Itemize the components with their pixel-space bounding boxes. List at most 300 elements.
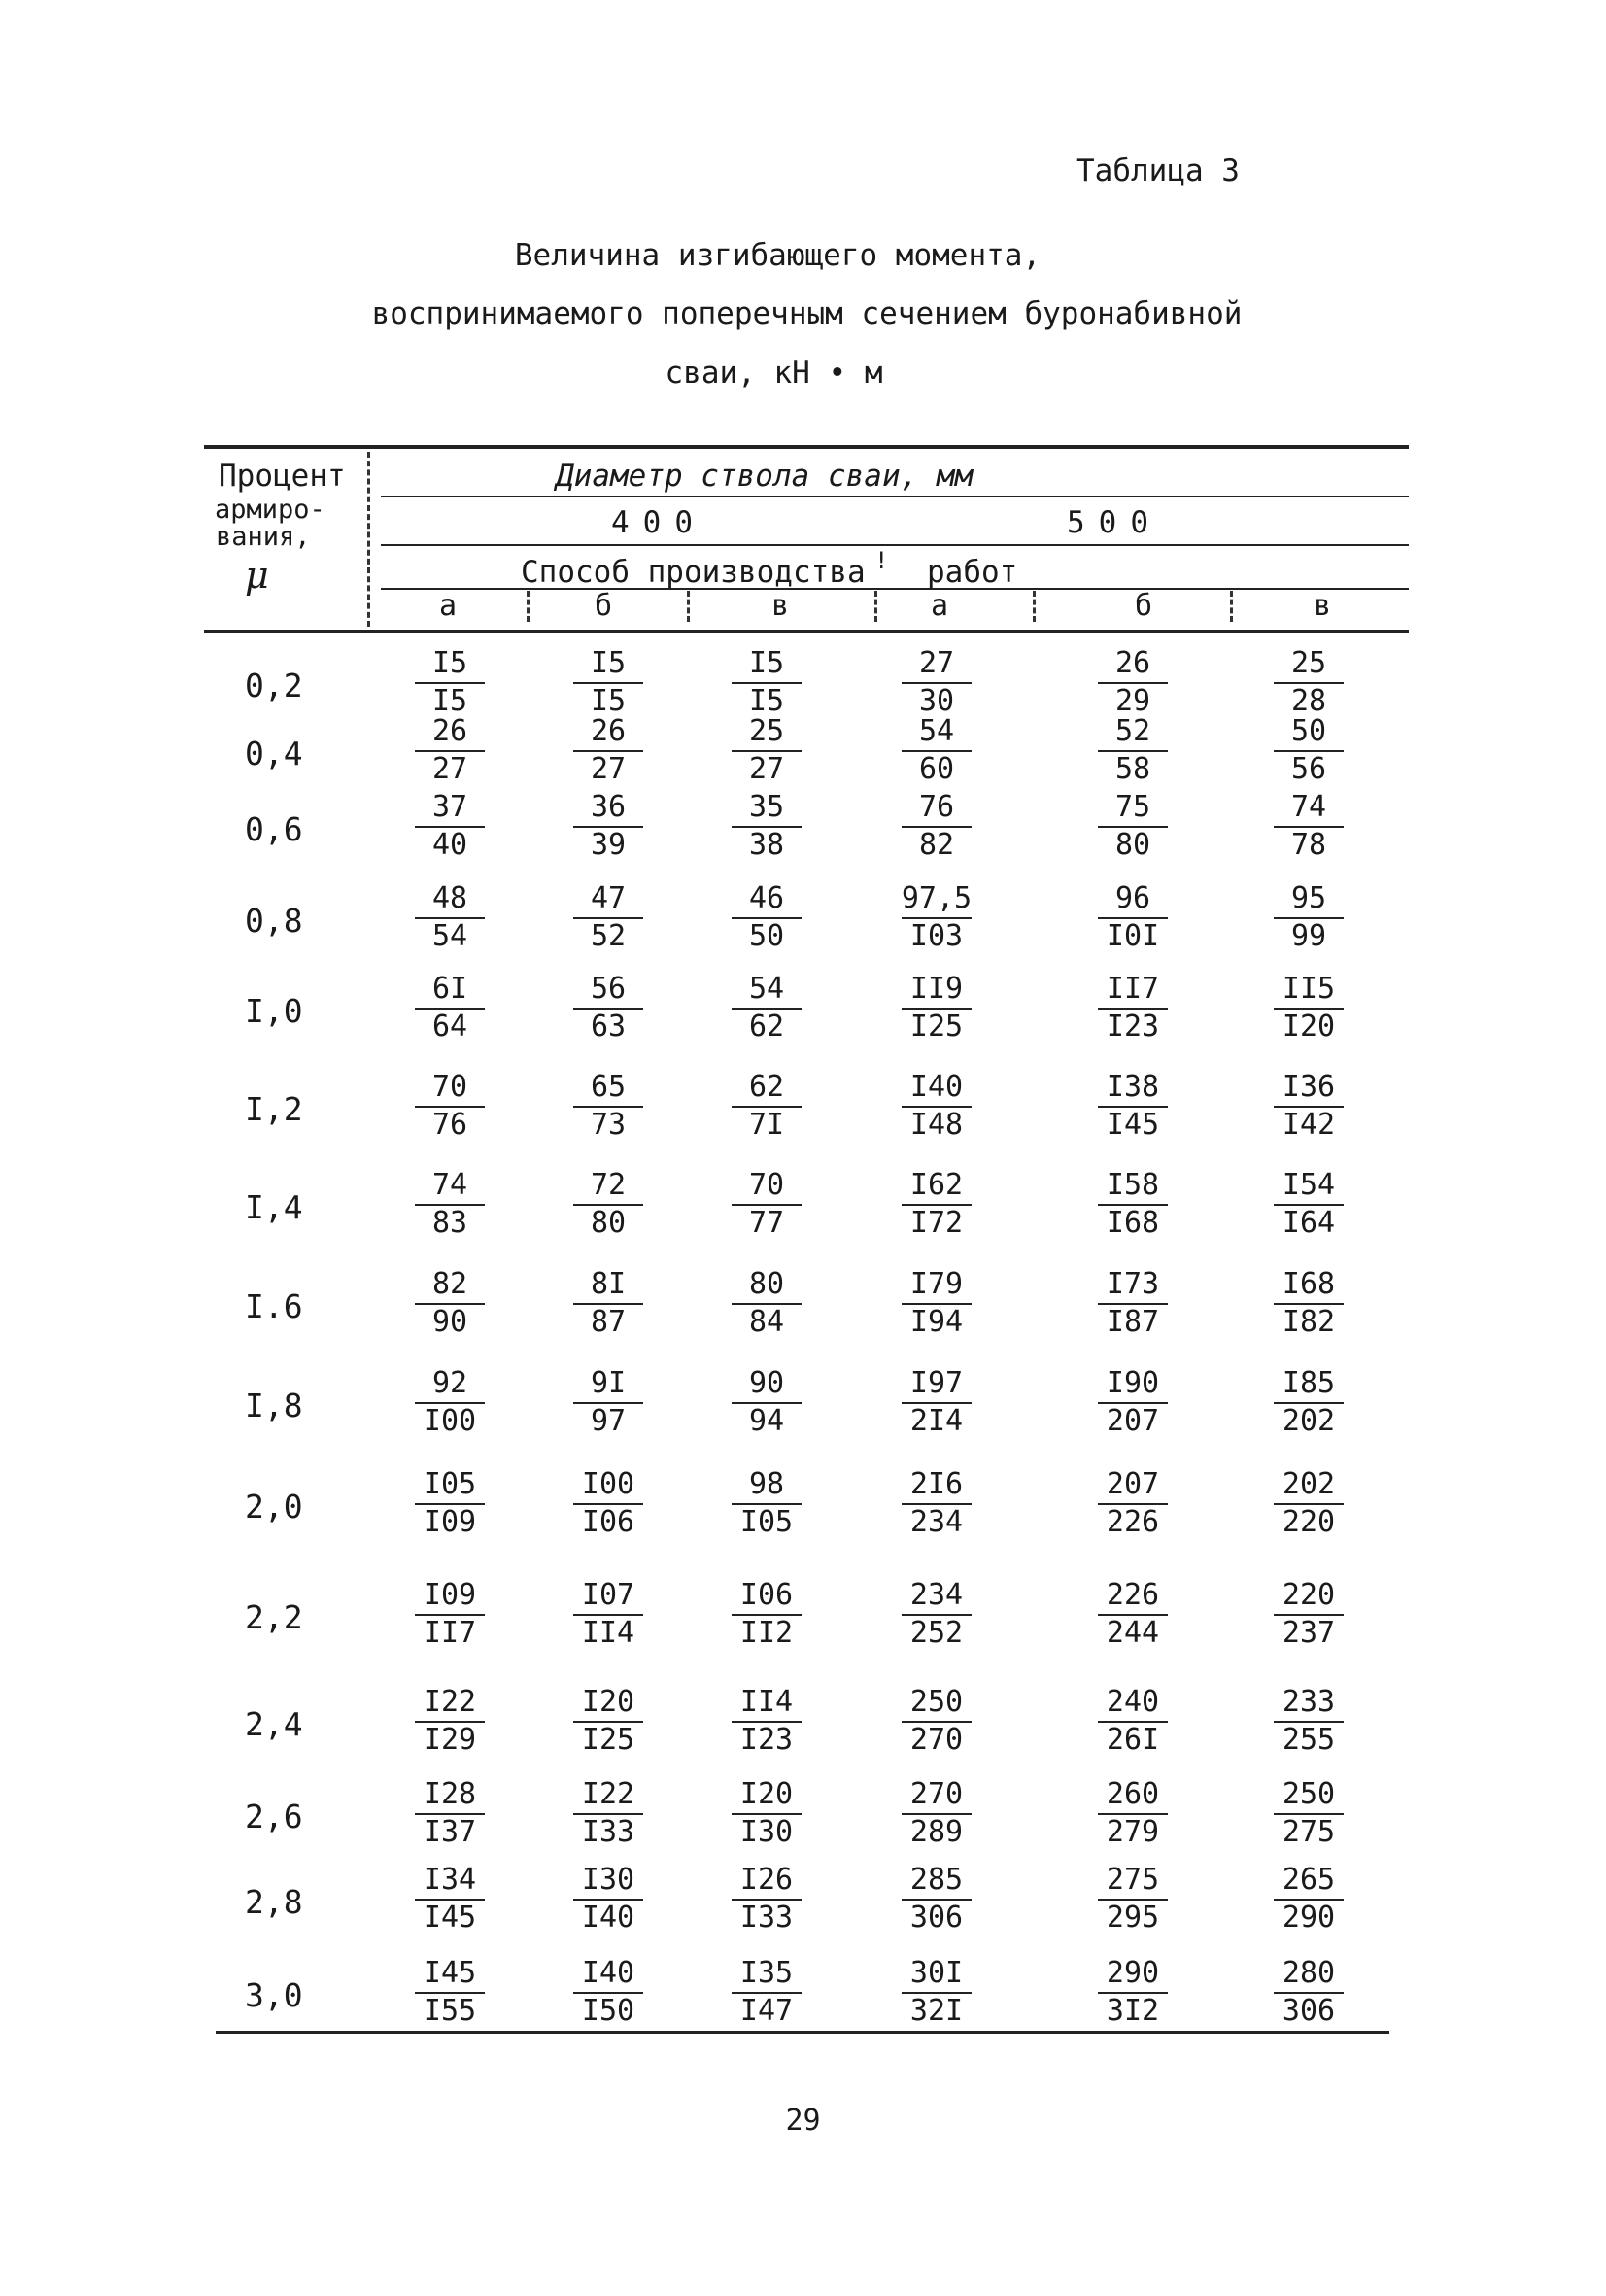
row-label: 2,6 bbox=[245, 1798, 303, 1835]
cell-numerator: 2I6 bbox=[909, 1467, 964, 1501]
table-cell bbox=[699, 646, 835, 718]
cell-numerator: 9I bbox=[590, 1366, 627, 1400]
cell-numerator: II9 bbox=[909, 972, 964, 1006]
cell-denominator: 56 bbox=[1290, 752, 1327, 786]
cell-denominator: II4 bbox=[581, 1616, 635, 1650]
cell-numerator: 233 bbox=[1281, 1685, 1336, 1719]
cell-denominator: 73 bbox=[590, 1108, 627, 1142]
table-cell bbox=[1241, 1863, 1377, 1935]
table-title-line-2: воспринимаемого поперечным сечением буронабивной bbox=[371, 296, 1243, 331]
cell-numerator: 37 bbox=[431, 790, 468, 824]
table-cell bbox=[869, 1267, 1005, 1339]
sub-divider-5 bbox=[1230, 591, 1233, 622]
table-cell bbox=[699, 1578, 835, 1650]
row-label: 0,2 bbox=[245, 667, 303, 704]
table-cell bbox=[869, 1168, 1005, 1240]
table-cell bbox=[699, 1467, 835, 1539]
cell-numerator: I07 bbox=[581, 1578, 635, 1612]
table-cell bbox=[382, 1467, 518, 1539]
cell-denominator: 244 bbox=[1106, 1616, 1160, 1650]
row-label: 2,0 bbox=[245, 1488, 303, 1525]
cell-numerator: 98 bbox=[748, 1467, 785, 1501]
cell-denominator: 78 bbox=[1290, 828, 1327, 862]
table-cell bbox=[1065, 790, 1201, 862]
cell-numerator: 74 bbox=[1290, 790, 1327, 824]
cell-denominator: I50 bbox=[581, 1994, 635, 2028]
cell-denominator: 58 bbox=[1114, 752, 1151, 786]
cell-denominator: 234 bbox=[909, 1505, 964, 1539]
cell-numerator: 75 bbox=[1114, 790, 1151, 824]
table-top-rule bbox=[204, 445, 1409, 449]
table-cell bbox=[1065, 1168, 1201, 1240]
table-cell bbox=[382, 1685, 518, 1757]
cell-denominator: I64 bbox=[1281, 1206, 1336, 1240]
cell-denominator: 2I4 bbox=[909, 1404, 964, 1438]
method-header: Способ производства bbox=[521, 555, 866, 590]
cell-denominator: II7 bbox=[423, 1616, 477, 1650]
table-cell bbox=[1241, 1070, 1377, 1142]
cell-denominator: 83 bbox=[431, 1206, 468, 1240]
table-label: Таблица 3 bbox=[1076, 154, 1240, 188]
cell-denominator: 202 bbox=[1281, 1404, 1336, 1438]
table-cell bbox=[1065, 972, 1201, 1044]
cell-denominator: 237 bbox=[1281, 1616, 1336, 1650]
table-cell bbox=[699, 1777, 835, 1849]
cell-denominator: 27 bbox=[431, 752, 468, 786]
cell-numerator: I90 bbox=[1106, 1366, 1160, 1400]
cell-denominator: 26I bbox=[1106, 1723, 1160, 1757]
table-cell bbox=[540, 1366, 676, 1438]
table-cell bbox=[382, 1267, 518, 1339]
cell-numerator: I40 bbox=[909, 1070, 964, 1104]
table-cell bbox=[1241, 1685, 1377, 1757]
cell-numerator: 250 bbox=[1281, 1777, 1336, 1811]
cell-numerator: 72 bbox=[590, 1168, 627, 1202]
cell-numerator: I06 bbox=[739, 1578, 794, 1612]
row-label: I,0 bbox=[245, 992, 303, 1030]
diameter-500-header: 500 bbox=[1067, 505, 1162, 540]
method-header-works: работ bbox=[927, 555, 1018, 590]
cell-numerator: 290 bbox=[1106, 1956, 1160, 1990]
table-cell bbox=[1065, 1685, 1201, 1757]
cell-denominator: I82 bbox=[1281, 1305, 1336, 1339]
table-cell bbox=[1065, 1956, 1201, 2028]
cell-denominator: I06 bbox=[581, 1505, 635, 1539]
table-cell bbox=[540, 1267, 676, 1339]
table-cell bbox=[540, 1956, 676, 2028]
cell-numerator: 35 bbox=[748, 790, 785, 824]
cell-numerator: 96 bbox=[1114, 881, 1151, 915]
table-cell bbox=[699, 1685, 835, 1757]
cell-denominator: 27 bbox=[748, 752, 785, 786]
cell-numerator: I35 bbox=[739, 1956, 794, 1990]
cell-denominator: 220 bbox=[1281, 1505, 1336, 1539]
cell-denominator: 252 bbox=[909, 1616, 964, 1650]
table-cell bbox=[1241, 1267, 1377, 1339]
row-label: 3,0 bbox=[245, 1976, 303, 2014]
table-cell bbox=[1241, 646, 1377, 718]
table-cell bbox=[699, 790, 835, 862]
percent-header-line-1: Процент bbox=[219, 459, 346, 494]
cell-denominator: 289 bbox=[909, 1815, 964, 1849]
cell-denominator: 76 bbox=[431, 1108, 468, 1142]
diameter-header: Диаметр ствола сваи, мм bbox=[556, 459, 974, 494]
cell-numerator: 95 bbox=[1290, 881, 1327, 915]
sub-header-400-v: в bbox=[771, 589, 790, 623]
cell-denominator: 99 bbox=[1290, 919, 1327, 953]
mu-symbol: μ bbox=[245, 554, 269, 597]
sub-header-500-a: а bbox=[931, 589, 949, 623]
percent-header-line-3: вания, bbox=[216, 522, 311, 552]
cell-denominator: 38 bbox=[748, 828, 785, 862]
diameter-400-header: 400 bbox=[611, 505, 706, 540]
cell-numerator: 48 bbox=[431, 881, 468, 915]
table-cell bbox=[382, 714, 518, 786]
cell-denominator: 306 bbox=[1281, 1994, 1336, 2028]
table-cell bbox=[1241, 1467, 1377, 1539]
table-cell bbox=[382, 1070, 518, 1142]
cell-numerator: II7 bbox=[1106, 972, 1160, 1006]
table-cell bbox=[699, 972, 835, 1044]
table-cell bbox=[869, 1685, 1005, 1757]
cell-denominator: 50 bbox=[748, 919, 785, 953]
table-cell bbox=[540, 1467, 676, 1539]
cell-numerator: I5 bbox=[590, 646, 627, 680]
table-cell bbox=[1065, 1467, 1201, 1539]
table-cell bbox=[1241, 1366, 1377, 1438]
cell-denominator: 80 bbox=[1114, 828, 1151, 862]
cell-denominator: 279 bbox=[1106, 1815, 1160, 1849]
cell-numerator: 250 bbox=[909, 1685, 964, 1719]
cell-numerator: 52 bbox=[1114, 714, 1151, 748]
cell-numerator: 70 bbox=[748, 1168, 785, 1202]
cell-denominator: 28 bbox=[1290, 684, 1327, 718]
table-cell bbox=[869, 790, 1005, 862]
cell-numerator: 36 bbox=[590, 790, 627, 824]
cell-denominator: I33 bbox=[581, 1815, 635, 1849]
cell-numerator: 97,5 bbox=[901, 881, 973, 915]
cell-denominator: 94 bbox=[748, 1404, 785, 1438]
cell-numerator: I30 bbox=[581, 1863, 635, 1897]
table-cell bbox=[869, 1578, 1005, 1650]
cell-denominator: I05 bbox=[739, 1505, 794, 1539]
cell-denominator: I25 bbox=[909, 1010, 964, 1044]
cell-denominator: 255 bbox=[1281, 1723, 1336, 1757]
cell-numerator: 207 bbox=[1106, 1467, 1160, 1501]
table-cell bbox=[382, 1168, 518, 1240]
cell-numerator: I38 bbox=[1106, 1070, 1160, 1104]
table-cell bbox=[540, 972, 676, 1044]
table-cell bbox=[1241, 1578, 1377, 1650]
cell-numerator: I28 bbox=[423, 1777, 477, 1811]
table-cell bbox=[382, 881, 518, 953]
cell-numerator: 280 bbox=[1281, 1956, 1336, 1990]
cell-denominator: 52 bbox=[590, 919, 627, 953]
cell-denominator: I29 bbox=[423, 1723, 477, 1757]
row-label: 2,8 bbox=[245, 1883, 303, 1921]
cell-numerator: 92 bbox=[431, 1366, 468, 1400]
cell-numerator: 285 bbox=[909, 1863, 964, 1897]
cell-numerator: 80 bbox=[748, 1267, 785, 1301]
cell-denominator: 97 bbox=[590, 1404, 627, 1438]
table-cell bbox=[869, 1366, 1005, 1438]
table-cell bbox=[1241, 972, 1377, 1044]
cell-numerator: I79 bbox=[909, 1267, 964, 1301]
table-cell bbox=[699, 881, 835, 953]
table-title-line-3: сваи, кН • м bbox=[665, 356, 883, 391]
table-cell bbox=[1065, 1267, 1201, 1339]
cell-numerator: I85 bbox=[1281, 1366, 1336, 1400]
cell-numerator: I09 bbox=[423, 1578, 477, 1612]
sub-header-400-b: б bbox=[595, 589, 613, 623]
cell-denominator: I47 bbox=[739, 1994, 794, 2028]
cell-denominator: 295 bbox=[1106, 1901, 1160, 1935]
cell-numerator: 27 bbox=[918, 646, 955, 680]
row-label: I.6 bbox=[245, 1287, 303, 1325]
cell-denominator: 30 bbox=[918, 684, 955, 718]
table-cell bbox=[1065, 1366, 1201, 1438]
table-cell bbox=[382, 1578, 518, 1650]
table-cell bbox=[1065, 1578, 1201, 1650]
table-cell bbox=[869, 714, 1005, 786]
cell-denominator: 226 bbox=[1106, 1505, 1160, 1539]
table-cell bbox=[1065, 881, 1201, 953]
cell-denominator: I48 bbox=[909, 1108, 964, 1142]
row-label: 2,4 bbox=[245, 1705, 303, 1743]
cell-denominator: I03 bbox=[909, 919, 964, 953]
table-cell bbox=[869, 972, 1005, 1044]
cell-numerator: 46 bbox=[748, 881, 785, 915]
cell-numerator: 76 bbox=[918, 790, 955, 824]
cell-numerator: 54 bbox=[918, 714, 955, 748]
table-cell bbox=[540, 1578, 676, 1650]
table-cell bbox=[699, 1267, 835, 1339]
cell-numerator: 26 bbox=[590, 714, 627, 748]
row-label: 2,2 bbox=[245, 1598, 303, 1636]
cell-denominator: II2 bbox=[739, 1616, 794, 1650]
cell-numerator: 8I bbox=[590, 1267, 627, 1301]
method-header-separator: ! bbox=[874, 547, 889, 574]
table-cell bbox=[869, 1777, 1005, 1849]
table-cell bbox=[540, 1685, 676, 1757]
table-title-line-1: Величина изгибающего момента, bbox=[514, 238, 1042, 273]
cell-numerator: I58 bbox=[1106, 1168, 1160, 1202]
cell-denominator: I55 bbox=[423, 1994, 477, 2028]
cell-numerator: I45 bbox=[423, 1956, 477, 1990]
cell-numerator: 26 bbox=[431, 714, 468, 748]
cell-denominator: I42 bbox=[1281, 1108, 1336, 1142]
cell-numerator: II5 bbox=[1281, 972, 1336, 1006]
cell-numerator: I00 bbox=[581, 1467, 635, 1501]
table-cell bbox=[540, 714, 676, 786]
table-cell bbox=[1065, 1070, 1201, 1142]
cell-numerator: 260 bbox=[1106, 1777, 1160, 1811]
table-cell bbox=[540, 646, 676, 718]
sub-divider-1 bbox=[527, 591, 530, 622]
table-cell bbox=[540, 881, 676, 953]
cell-numerator: 82 bbox=[431, 1267, 468, 1301]
cell-denominator: 207 bbox=[1106, 1404, 1160, 1438]
table-cell bbox=[540, 1168, 676, 1240]
cell-denominator: 27 bbox=[590, 752, 627, 786]
header-left-divider bbox=[367, 452, 370, 627]
cell-denominator: 306 bbox=[909, 1901, 964, 1935]
table-cell bbox=[540, 1863, 676, 1935]
cell-denominator: 290 bbox=[1281, 1901, 1336, 1935]
cell-denominator: I00 bbox=[423, 1404, 477, 1438]
cell-denominator: 82 bbox=[918, 828, 955, 862]
cell-numerator: I20 bbox=[739, 1777, 794, 1811]
table-cell bbox=[382, 972, 518, 1044]
cell-numerator: 202 bbox=[1281, 1467, 1336, 1501]
diameter-rule bbox=[381, 496, 1409, 497]
cell-denominator: I37 bbox=[423, 1815, 477, 1849]
cell-denominator: 54 bbox=[431, 919, 468, 953]
cell-numerator: I5 bbox=[748, 646, 785, 680]
cell-denominator: I33 bbox=[739, 1901, 794, 1935]
row-label: 0,8 bbox=[245, 902, 303, 940]
table-cell bbox=[869, 1956, 1005, 2028]
cell-denominator: I72 bbox=[909, 1206, 964, 1240]
table-cell bbox=[1241, 790, 1377, 862]
table-cell bbox=[540, 790, 676, 862]
cell-numerator: 30I bbox=[909, 1956, 964, 1990]
row-label: 0,6 bbox=[245, 810, 303, 848]
cell-numerator: 54 bbox=[748, 972, 785, 1006]
sub-header-500-b: б bbox=[1135, 589, 1153, 623]
cell-numerator: 90 bbox=[748, 1366, 785, 1400]
row-label: I,4 bbox=[245, 1188, 303, 1226]
cell-denominator: 80 bbox=[590, 1206, 627, 1240]
table-cell bbox=[1065, 1777, 1201, 1849]
table-cell bbox=[699, 1070, 835, 1142]
cell-denominator: I30 bbox=[739, 1815, 794, 1849]
row-label: I,2 bbox=[245, 1090, 303, 1128]
cell-numerator: 56 bbox=[590, 972, 627, 1006]
table-cell bbox=[869, 646, 1005, 718]
cell-numerator: 220 bbox=[1281, 1578, 1336, 1612]
cell-denominator: 3I2 bbox=[1106, 1994, 1160, 2028]
cell-numerator: I22 bbox=[423, 1685, 477, 1719]
cell-numerator: 234 bbox=[909, 1578, 964, 1612]
cell-numerator: I34 bbox=[423, 1863, 477, 1897]
sub-divider-2 bbox=[687, 591, 690, 622]
cell-numerator: I97 bbox=[909, 1366, 964, 1400]
cell-numerator: 25 bbox=[748, 714, 785, 748]
table-cell bbox=[699, 1863, 835, 1935]
table-cell bbox=[1241, 1777, 1377, 1849]
table-cell bbox=[1065, 646, 1201, 718]
cell-denominator: I87 bbox=[1106, 1305, 1160, 1339]
cell-numerator: 62 bbox=[748, 1070, 785, 1104]
percent-header-line-2: армиро- bbox=[215, 495, 325, 525]
cell-denominator: 39 bbox=[590, 828, 627, 862]
cell-denominator: I20 bbox=[1281, 1010, 1336, 1044]
cell-denominator: I23 bbox=[739, 1723, 794, 1757]
header-bottom-rule bbox=[204, 630, 1409, 633]
cell-denominator: 29 bbox=[1114, 684, 1151, 718]
cell-denominator: 87 bbox=[590, 1305, 627, 1339]
table-cell bbox=[1065, 714, 1201, 786]
cell-numerator: I20 bbox=[581, 1685, 635, 1719]
table-cell bbox=[869, 1863, 1005, 1935]
table-cell bbox=[699, 1168, 835, 1240]
cell-denominator: 84 bbox=[748, 1305, 785, 1339]
table-cell bbox=[1065, 1863, 1201, 1935]
cell-denominator: I5 bbox=[431, 684, 468, 718]
cell-numerator: 50 bbox=[1290, 714, 1327, 748]
cell-denominator: I45 bbox=[423, 1901, 477, 1935]
cell-numerator: I36 bbox=[1281, 1070, 1336, 1104]
cell-numerator: 74 bbox=[431, 1168, 468, 1202]
table-cell bbox=[869, 881, 1005, 953]
cell-denominator: I45 bbox=[1106, 1108, 1160, 1142]
page-number: 29 bbox=[785, 2104, 821, 2138]
cell-numerator: II4 bbox=[739, 1685, 794, 1719]
d-values-rule bbox=[381, 544, 1409, 546]
cell-denominator: I23 bbox=[1106, 1010, 1160, 1044]
cell-numerator: I68 bbox=[1281, 1267, 1336, 1301]
table-cell bbox=[382, 1863, 518, 1935]
cell-numerator: I40 bbox=[581, 1956, 635, 1990]
table-cell bbox=[540, 1777, 676, 1849]
table-cell bbox=[382, 1956, 518, 2028]
sub-divider-4 bbox=[1033, 591, 1036, 622]
cell-denominator: I40 bbox=[581, 1901, 635, 1935]
cell-numerator: 65 bbox=[590, 1070, 627, 1104]
cell-denominator: I5 bbox=[748, 684, 785, 718]
sub-header-400-a: а bbox=[439, 589, 458, 623]
table-cell bbox=[1241, 714, 1377, 786]
cell-denominator: I0I bbox=[1106, 919, 1160, 953]
cell-numerator: I62 bbox=[909, 1168, 964, 1202]
cell-numerator: 275 bbox=[1106, 1863, 1160, 1897]
table-cell bbox=[382, 1777, 518, 1849]
cell-denominator: 275 bbox=[1281, 1815, 1336, 1849]
table-cell bbox=[1241, 1168, 1377, 1240]
cell-numerator: I73 bbox=[1106, 1267, 1160, 1301]
table-cell bbox=[1241, 881, 1377, 953]
table-cell bbox=[382, 1366, 518, 1438]
cell-numerator: 240 bbox=[1106, 1685, 1160, 1719]
cell-denominator: 77 bbox=[748, 1206, 785, 1240]
cell-numerator: 226 bbox=[1106, 1578, 1160, 1612]
cell-numerator: 25 bbox=[1290, 646, 1327, 680]
cell-denominator: 60 bbox=[918, 752, 955, 786]
cell-denominator: 7I bbox=[748, 1108, 785, 1142]
cell-denominator: I94 bbox=[909, 1305, 964, 1339]
cell-numerator: 70 bbox=[431, 1070, 468, 1104]
cell-denominator: I09 bbox=[423, 1505, 477, 1539]
cell-denominator: I25 bbox=[581, 1723, 635, 1757]
table-cell bbox=[869, 1467, 1005, 1539]
cell-numerator: 26 bbox=[1114, 646, 1151, 680]
cell-denominator: 40 bbox=[431, 828, 468, 862]
cell-numerator: I05 bbox=[423, 1467, 477, 1501]
table-cell bbox=[1241, 1956, 1377, 2028]
cell-denominator: 63 bbox=[590, 1010, 627, 1044]
cell-numerator: I54 bbox=[1281, 1168, 1336, 1202]
table-bottom-rule bbox=[216, 2031, 1389, 2034]
cell-denominator: 90 bbox=[431, 1305, 468, 1339]
cell-numerator: 47 bbox=[590, 881, 627, 915]
row-label: 0,4 bbox=[245, 735, 303, 772]
table-cell bbox=[540, 1070, 676, 1142]
cell-denominator: 270 bbox=[909, 1723, 964, 1757]
cell-denominator: 64 bbox=[431, 1010, 468, 1044]
cell-numerator: I26 bbox=[739, 1863, 794, 1897]
table-cell bbox=[382, 790, 518, 862]
